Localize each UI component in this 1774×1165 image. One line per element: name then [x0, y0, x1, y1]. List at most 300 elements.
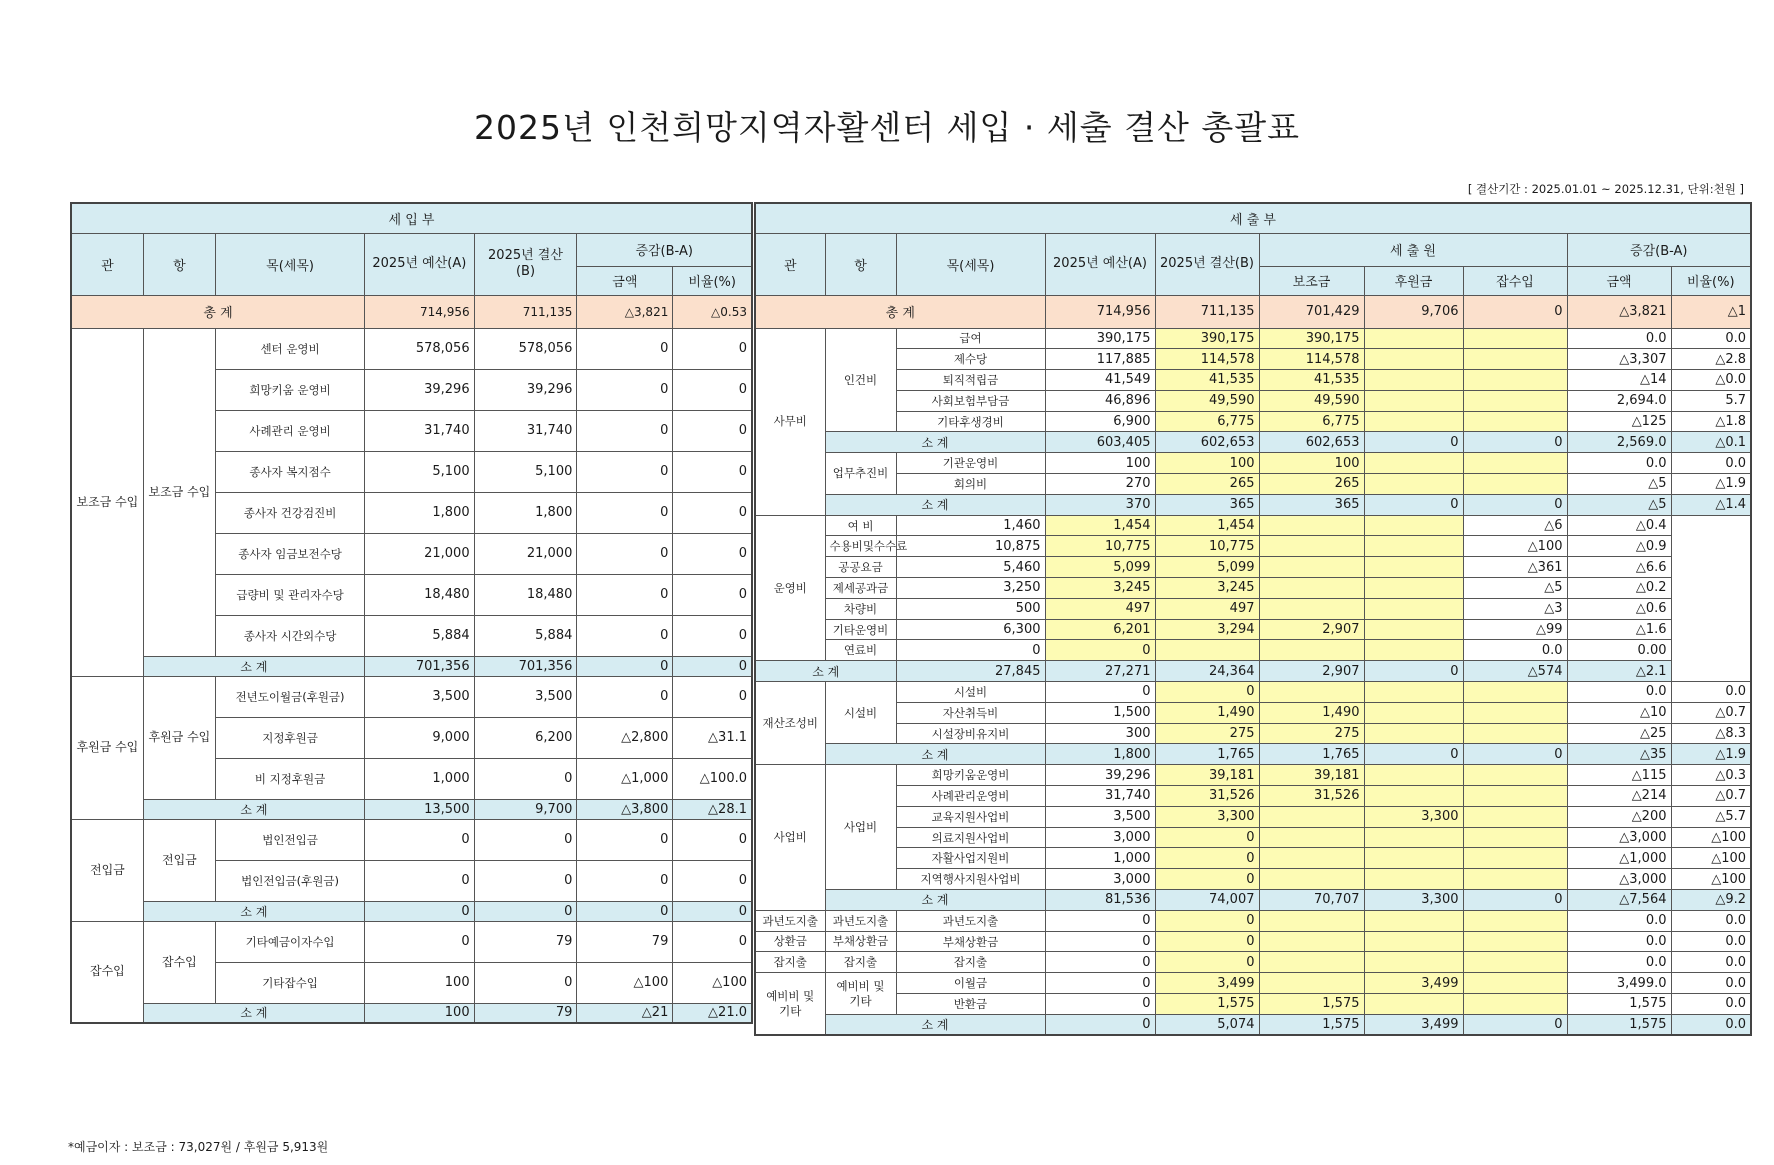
- expense-misc-cell: [1463, 723, 1567, 744]
- expense-settle-cell: 1,490: [1155, 702, 1259, 723]
- expense-amount-cell: △5: [1567, 494, 1671, 515]
- expense-hang-cell: 잡지출: [825, 952, 896, 973]
- expense-budget-cell: 3,000: [1045, 869, 1155, 890]
- expense-misc-cell: [1364, 619, 1463, 640]
- expense-ratio-cell: △0.3: [1671, 765, 1751, 786]
- expense-mok-cell: 반환금: [896, 994, 1045, 1015]
- expense-sub-cell: 365: [1259, 494, 1364, 515]
- expense-spon-cell: [1364, 952, 1463, 973]
- expense-mok-cell: 잡지출: [896, 952, 1045, 973]
- expense-header-hang: 항: [825, 233, 896, 295]
- income-budget-cell: 0: [365, 860, 475, 901]
- income-total-ratio: △0.53: [673, 295, 752, 328]
- expense-spon-cell: [1364, 411, 1463, 432]
- expense-header-gwan: 관: [755, 233, 825, 295]
- expense-sub-cell: [1259, 869, 1364, 890]
- expense-amount-cell: △115: [1567, 765, 1671, 786]
- expense-mok-cell: 교육지원사업비: [896, 806, 1045, 827]
- expense-header-ratio: 비율(%): [1671, 266, 1751, 295]
- expense-budget-cell: 46,896: [1045, 390, 1155, 411]
- income-amount-cell: 0: [577, 901, 673, 921]
- expense-sub-cell: 39,181: [1259, 765, 1364, 786]
- expense-row: [755, 515, 1751, 536]
- income-amount-cell: △3,800: [577, 799, 673, 819]
- expense-budget-cell: 41,549: [1045, 370, 1155, 391]
- expense-mok-cell: 회의비: [896, 474, 1045, 495]
- income-hang-cell: 잡수입: [143, 921, 215, 1003]
- expense-sub-cell: 265: [1259, 474, 1364, 495]
- expense-subtotal-row: [755, 432, 1751, 453]
- income-hang-cell: 전입금: [143, 819, 215, 901]
- expense-spon-cell: [1259, 536, 1364, 557]
- income-ratio-cell: 0: [673, 574, 752, 615]
- expense-spon-cell: [1259, 515, 1364, 536]
- income-budget-cell: 1,800: [365, 492, 475, 533]
- income-mok-cell: 종사자 건강검진비: [216, 492, 365, 533]
- income-budget-cell: 100: [365, 1003, 475, 1023]
- income-hang-cell: 보조금 수입: [143, 328, 215, 656]
- expense-sub-cell: [1259, 682, 1364, 703]
- expense-sub-cell: 100: [1259, 453, 1364, 474]
- expense-row: [755, 702, 1751, 723]
- expense-spon-cell: 2,907: [1259, 661, 1364, 682]
- expense-mok-cell: 부채상환금: [896, 931, 1045, 952]
- expense-misc-cell: [1463, 910, 1567, 931]
- expense-sub-cell: 3,245: [1155, 578, 1259, 599]
- expense-budget-cell: 0: [1045, 931, 1155, 952]
- expense-amount-cell: 1,575: [1567, 1014, 1671, 1035]
- expense-settle-cell: 3,245: [1045, 578, 1155, 599]
- income-header-hang: 항: [143, 233, 215, 295]
- expense-budget-cell: 500: [896, 598, 1045, 619]
- income-subtotal-label: 소 계: [143, 1003, 364, 1023]
- income-budget-cell: 100: [365, 962, 475, 1003]
- expense-ratio-cell: 0.0: [1671, 1014, 1751, 1035]
- expense-header-budget: 2025년 예산(A): [1045, 233, 1155, 295]
- expense-mok-cell: 자산취득비: [896, 702, 1045, 723]
- expense-budget-cell: 1,000: [1045, 848, 1155, 869]
- income-row: [71, 921, 752, 962]
- expense-misc-cell: [1463, 931, 1567, 952]
- expense-header-sponsorship: 후원금: [1364, 266, 1463, 295]
- income-header-settle: 2025년 결산(B): [474, 233, 577, 295]
- expense-sub-cell: 70,707: [1259, 890, 1364, 911]
- expense-budget-cell: 6,300: [896, 619, 1045, 640]
- income-amount-cell: △21: [577, 1003, 673, 1023]
- expense-header-source: 세 출 원: [1259, 233, 1567, 266]
- expense-row: [755, 349, 1751, 370]
- expense-settle-cell: 602,653: [1155, 432, 1259, 453]
- expense-header-subsidy: 보조금: [1259, 266, 1364, 295]
- income-subtotal-row: [71, 901, 752, 921]
- expense-sub-cell: [1259, 910, 1364, 931]
- expense-budget-cell: 6,900: [1045, 411, 1155, 432]
- expense-row: [755, 973, 1751, 994]
- income-amount-cell: 0: [577, 676, 673, 717]
- expense-misc-cell: [1463, 411, 1567, 432]
- expense-sub-cell: 1,575: [1259, 994, 1364, 1015]
- expense-row: [755, 411, 1751, 432]
- expense-sub-cell: [1259, 827, 1364, 848]
- expense-ratio-cell: △0.7: [1671, 786, 1751, 807]
- expense-spon-cell: [1364, 869, 1463, 890]
- expense-spon-cell: [1364, 723, 1463, 744]
- income-mok-cell: 기타예금이자수입: [216, 921, 365, 962]
- expense-settle-cell: 31,526: [1155, 786, 1259, 807]
- expense-settle-cell: 265: [1155, 474, 1259, 495]
- expense-hang-cell: 시설비: [825, 682, 896, 744]
- expense-sub-cell: [1259, 806, 1364, 827]
- expense-amount-cell: △1,000: [1567, 848, 1671, 869]
- expense-spon-cell: [1364, 390, 1463, 411]
- expense-budget-cell: 300: [1045, 723, 1155, 744]
- income-gwan-cell: 잡수입: [71, 921, 143, 1023]
- income-amount-cell: 79: [577, 921, 673, 962]
- expense-misc-cell: [1463, 474, 1567, 495]
- expense-subtotal-label: 소 계: [825, 494, 1045, 515]
- income-total-row: [71, 295, 752, 328]
- expense-row: [755, 598, 1751, 619]
- expense-amount-cell: 0.0: [1567, 931, 1671, 952]
- expense-row: [755, 453, 1751, 474]
- expense-subtotal-label: 소 계: [755, 661, 896, 682]
- expense-mok-cell: 기타후생경비: [896, 411, 1045, 432]
- expense-spon-cell: [1364, 765, 1463, 786]
- income-header-amount: 금액: [577, 266, 673, 295]
- expense-spon-cell: [1259, 640, 1364, 661]
- expense-budget-cell: 100: [1045, 453, 1155, 474]
- expense-ratio-cell: △8.3: [1671, 723, 1751, 744]
- expense-mok-cell: 연료비: [825, 640, 896, 661]
- expense-ratio-cell: △1.8: [1671, 411, 1751, 432]
- expense-sub-cell: 3,294: [1155, 619, 1259, 640]
- income-ratio-cell: △28.1: [673, 799, 752, 819]
- income-mok-cell: 급량비 및 관리자수당: [216, 574, 365, 615]
- expense-misc-cell: 0: [1463, 744, 1567, 765]
- expense-gwan-cell: 상환금: [755, 931, 825, 952]
- income-total-budget: 714,956: [365, 295, 475, 328]
- income-settle-cell: 0: [474, 758, 577, 799]
- expense-ratio-cell: △0.7: [1671, 702, 1751, 723]
- expense-budget-cell: 603,405: [1045, 432, 1155, 453]
- income-budget-cell: 39,296: [365, 369, 475, 410]
- expense-gwan-cell: 재산조성비: [755, 682, 825, 765]
- income-mok-cell: 종사자 시간외수당: [216, 615, 365, 656]
- expense-budget-cell: 0: [1045, 952, 1155, 973]
- expense-misc-cell: [1463, 806, 1567, 827]
- expense-ratio-cell: 0.0: [1671, 952, 1751, 973]
- expense-misc-cell: [1463, 848, 1567, 869]
- income-amount-cell: 0: [577, 860, 673, 901]
- expense-misc-cell: [1463, 869, 1567, 890]
- expense-ratio-cell: △0.4: [1567, 515, 1671, 536]
- expense-misc-cell: 0: [1463, 494, 1567, 515]
- expense-row: [755, 619, 1751, 640]
- income-subtotal-row: [71, 799, 752, 819]
- expense-ratio-cell: △0.1: [1671, 432, 1751, 453]
- expense-row: [755, 806, 1751, 827]
- expense-total-ratio: △1: [1671, 295, 1751, 328]
- expense-mok-cell: 제수당: [896, 349, 1045, 370]
- expense-spon-cell: 0: [1364, 432, 1463, 453]
- expense-total-sponsorship: 9,706: [1364, 295, 1463, 328]
- expense-budget-cell: 1,800: [1045, 744, 1155, 765]
- expense-amount-cell: 2,694.0: [1567, 390, 1671, 411]
- income-section-title: 세 입 부: [71, 203, 752, 233]
- expense-amount-cell: △7,564: [1567, 890, 1671, 911]
- expense-header-mok: 목(세목): [896, 233, 1045, 295]
- expense-budget-cell: 31,740: [1045, 786, 1155, 807]
- expense-misc-cell: [1463, 390, 1567, 411]
- expense-spon-cell: [1364, 370, 1463, 391]
- expense-section-title: 세 출 부: [755, 203, 1751, 233]
- expense-budget-cell: 117,885: [1045, 349, 1155, 370]
- expense-spon-cell: [1364, 702, 1463, 723]
- expense-total-settle: 711,135: [1155, 295, 1259, 328]
- expense-misc-cell: [1463, 328, 1567, 349]
- income-gwan-cell: 전입금: [71, 819, 143, 921]
- income-mok-cell: 비 지정후원금: [216, 758, 365, 799]
- income-ratio-cell: 0: [673, 492, 752, 533]
- expense-sub-cell: 114,578: [1259, 349, 1364, 370]
- income-settle-cell: 21,000: [474, 533, 577, 574]
- expense-sub-cell: 1,490: [1259, 702, 1364, 723]
- expense-spon-cell: [1364, 827, 1463, 848]
- expense-amount-cell: 0.0: [1567, 328, 1671, 349]
- income-settle-cell: 31,740: [474, 410, 577, 451]
- expense-budget-cell: 3,000: [1045, 827, 1155, 848]
- expense-misc-cell: [1463, 786, 1567, 807]
- expense-row: [755, 370, 1751, 391]
- income-budget-cell: 0: [365, 819, 475, 860]
- expense-budget-cell: 10,875: [896, 536, 1045, 557]
- expense-ratio-cell: △1.6: [1567, 619, 1671, 640]
- expense-spon-cell: [1364, 349, 1463, 370]
- income-ratio-cell: 0: [673, 656, 752, 676]
- income-total-label: 총 계: [71, 295, 365, 328]
- expense-settle-cell: 5,099: [1045, 557, 1155, 578]
- income-ratio-cell: 0: [673, 369, 752, 410]
- expense-header-settle: 2025년 결산(B): [1155, 233, 1259, 295]
- expense-ratio-cell: △0.2: [1567, 578, 1671, 599]
- income-header-ratio: 비율(%): [673, 266, 752, 295]
- expense-settle-cell: 0: [1155, 848, 1259, 869]
- income-budget-cell: 1,000: [365, 758, 475, 799]
- expense-gwan-cell: 과년도지출: [755, 910, 825, 931]
- income-row: [71, 328, 752, 369]
- expense-spon-cell: 0: [1364, 494, 1463, 515]
- expense-sub-cell: 497: [1155, 598, 1259, 619]
- expense-spon-cell: [1259, 578, 1364, 599]
- expense-budget-cell: 390,175: [1045, 328, 1155, 349]
- expense-mok-cell: 기관운영비: [896, 453, 1045, 474]
- expense-mok-cell: 시설비: [896, 682, 1045, 703]
- expense-settle-cell: 39,181: [1155, 765, 1259, 786]
- expense-amount-cell: △361: [1463, 557, 1567, 578]
- expense-row: [755, 390, 1751, 411]
- income-settle-cell: 3,500: [474, 676, 577, 717]
- income-amount-cell: 0: [577, 410, 673, 451]
- expense-amount-cell: 3,499.0: [1567, 973, 1671, 994]
- expense-amount-cell: 0.0: [1463, 640, 1567, 661]
- income-settle-cell: 5,100: [474, 451, 577, 492]
- expense-budget-cell: 27,845: [896, 661, 1045, 682]
- expense-sub-cell: 31,526: [1259, 786, 1364, 807]
- income-settle-cell: 6,200: [474, 717, 577, 758]
- expense-total-label: 총 계: [755, 295, 1045, 328]
- expense-settle-cell: 3,300: [1155, 806, 1259, 827]
- expense-hang-cell: 과년도지출: [825, 910, 896, 931]
- expense-amount-cell: △574: [1463, 661, 1567, 682]
- income-mok-cell: 지정후원금: [216, 717, 365, 758]
- income-tbody: [71, 203, 752, 1023]
- expense-ratio-cell: 0.0: [1671, 973, 1751, 994]
- expense-mok-cell: 자활사업지원비: [896, 848, 1045, 869]
- income-budget-cell: 578,056: [365, 328, 475, 369]
- expense-spon-cell: 0: [1364, 744, 1463, 765]
- expense-sub-cell: 5,099: [1155, 557, 1259, 578]
- income-budget-cell: 3,500: [365, 676, 475, 717]
- expense-sub-cell: 390,175: [1259, 328, 1364, 349]
- expense-misc-cell: [1463, 827, 1567, 848]
- income-mok-cell: 전년도이월금(후원금): [216, 676, 365, 717]
- income-ratio-cell: 0: [673, 921, 752, 962]
- income-total-settle: 711,135: [474, 295, 577, 328]
- expense-spon-cell: [1259, 598, 1364, 619]
- expense-row: [755, 952, 1751, 973]
- expense-settle-cell: 0: [1155, 827, 1259, 848]
- expense-settle-cell: 275: [1155, 723, 1259, 744]
- income-mok-cell: 희망키움 운영비: [216, 369, 365, 410]
- income-budget-cell: 31,740: [365, 410, 475, 451]
- expense-amount-cell: △3,000: [1567, 869, 1671, 890]
- expense-settle-cell: 390,175: [1155, 328, 1259, 349]
- expense-settle-cell: 41,535: [1155, 370, 1259, 391]
- income-header-diff: 증감(B-A): [577, 233, 752, 266]
- income-settle-cell: 0: [474, 901, 577, 921]
- expense-row: [755, 682, 1751, 703]
- expense-header-amount: 금액: [1567, 266, 1671, 295]
- expense-gwan-cell: 잡지출: [755, 952, 825, 973]
- expense-settle-cell: 27,271: [1045, 661, 1155, 682]
- expense-amount-cell: △14: [1567, 370, 1671, 391]
- income-ratio-cell: 0: [673, 615, 752, 656]
- expense-sub-cell: [1155, 640, 1259, 661]
- expense-misc-cell: [1463, 994, 1567, 1015]
- expense-budget-cell: 81,536: [1045, 890, 1155, 911]
- expense-settle-cell: 6,201: [1045, 619, 1155, 640]
- expense-mok-cell: 공공요금: [825, 557, 896, 578]
- expense-mok-cell: 급여: [896, 328, 1045, 349]
- income-mok-cell: 기타잡수입: [216, 962, 365, 1003]
- expense-ratio-cell: 0.0: [1671, 328, 1751, 349]
- income-header-mok: 목(세목): [216, 233, 365, 295]
- expense-settle-cell: 0: [1155, 910, 1259, 931]
- expense-row: [755, 786, 1751, 807]
- expense-amount-cell: △35: [1567, 744, 1671, 765]
- expense-spon-cell: [1259, 557, 1364, 578]
- expense-spon-cell: 2,907: [1259, 619, 1364, 640]
- income-ratio-cell: 0: [673, 860, 752, 901]
- expense-mok-cell: 수용비및수수료: [825, 536, 896, 557]
- expense-sub-cell: 41,535: [1259, 370, 1364, 391]
- expense-mok-cell: 이월금: [896, 973, 1045, 994]
- income-settle-cell: 0: [474, 860, 577, 901]
- income-amount-cell: 0: [577, 533, 673, 574]
- expense-budget-cell: 0: [1045, 1014, 1155, 1035]
- expense-total-row: [755, 295, 1751, 328]
- income-budget-cell: 701,356: [365, 656, 475, 676]
- expense-settle-cell: 74,007: [1155, 890, 1259, 911]
- expense-spon-cell: [1364, 453, 1463, 474]
- income-subtotal-row: [71, 1003, 752, 1023]
- expense-amount-cell: △3,307: [1567, 349, 1671, 370]
- income-mok-cell: 센터 운영비: [216, 328, 365, 369]
- expense-amount-cell: 0.0: [1567, 682, 1671, 703]
- expense-misc-cell: 0: [1463, 890, 1567, 911]
- expense-settle-cell: 0: [1155, 682, 1259, 703]
- income-gwan-cell: 보조금 수입: [71, 328, 143, 676]
- expense-spon-cell: [1364, 786, 1463, 807]
- expense-row: [755, 474, 1751, 495]
- expense-sub-cell: [1259, 848, 1364, 869]
- expense-budget-cell: 1,500: [1045, 702, 1155, 723]
- expense-budget-cell: 370: [1045, 494, 1155, 515]
- expense-misc-cell: 0: [1364, 661, 1463, 682]
- expense-subtotal-row: [755, 744, 1751, 765]
- income-ratio-cell: 0: [673, 410, 752, 451]
- income-ratio-cell: △21.0: [673, 1003, 752, 1023]
- income-subtotal-label: 소 계: [143, 656, 364, 676]
- expense-amount-cell: △125: [1567, 411, 1671, 432]
- expense-ratio-cell: △2.8: [1671, 349, 1751, 370]
- income-settle-cell: 0: [474, 962, 577, 1003]
- income-budget-cell: 5,100: [365, 451, 475, 492]
- expense-misc-cell: 0: [1463, 1014, 1567, 1035]
- income-amount-cell: △2,800: [577, 717, 673, 758]
- expense-ratio-cell: 0.00: [1567, 640, 1671, 661]
- expense-ratio-cell: 0.0: [1671, 910, 1751, 931]
- expense-amount-cell: △6: [1463, 515, 1567, 536]
- expense-settle-cell: 114,578: [1155, 349, 1259, 370]
- expense-ratio-cell: △100: [1671, 869, 1751, 890]
- expense-settle-cell: 5,074: [1155, 1014, 1259, 1035]
- expense-gwan-cell: 예비비 및 기타: [755, 973, 825, 1035]
- expense-row: [755, 578, 1751, 599]
- expense-settle-cell: 497: [1045, 598, 1155, 619]
- expense-mok-cell: 퇴직적립금: [896, 370, 1045, 391]
- expense-budget-cell: 0: [1045, 682, 1155, 703]
- expense-ratio-cell: △5.7: [1671, 806, 1751, 827]
- expense-settle-cell: 0: [1155, 931, 1259, 952]
- expense-subtotal-label: 소 계: [825, 744, 1045, 765]
- expense-budget-cell: 1,460: [896, 515, 1045, 536]
- income-amount-cell: △1,000: [577, 758, 673, 799]
- expense-ratio-cell: 0.0: [1671, 453, 1751, 474]
- income-settle-cell: 701,356: [474, 656, 577, 676]
- income-ratio-cell: 0: [673, 451, 752, 492]
- income-settle-cell: 79: [474, 1003, 577, 1023]
- expense-amount-cell: △3: [1463, 598, 1567, 619]
- expense-subtotal-row: [755, 661, 1751, 682]
- income-ratio-cell: 0: [673, 819, 752, 860]
- expense-header-diff: 증감(B-A): [1567, 233, 1751, 266]
- expense-row: [755, 869, 1751, 890]
- expense-settle-cell: 49,590: [1155, 390, 1259, 411]
- income-settle-cell: 1,800: [474, 492, 577, 533]
- income-amount-cell: 0: [577, 819, 673, 860]
- expense-settle-cell: 0: [1155, 869, 1259, 890]
